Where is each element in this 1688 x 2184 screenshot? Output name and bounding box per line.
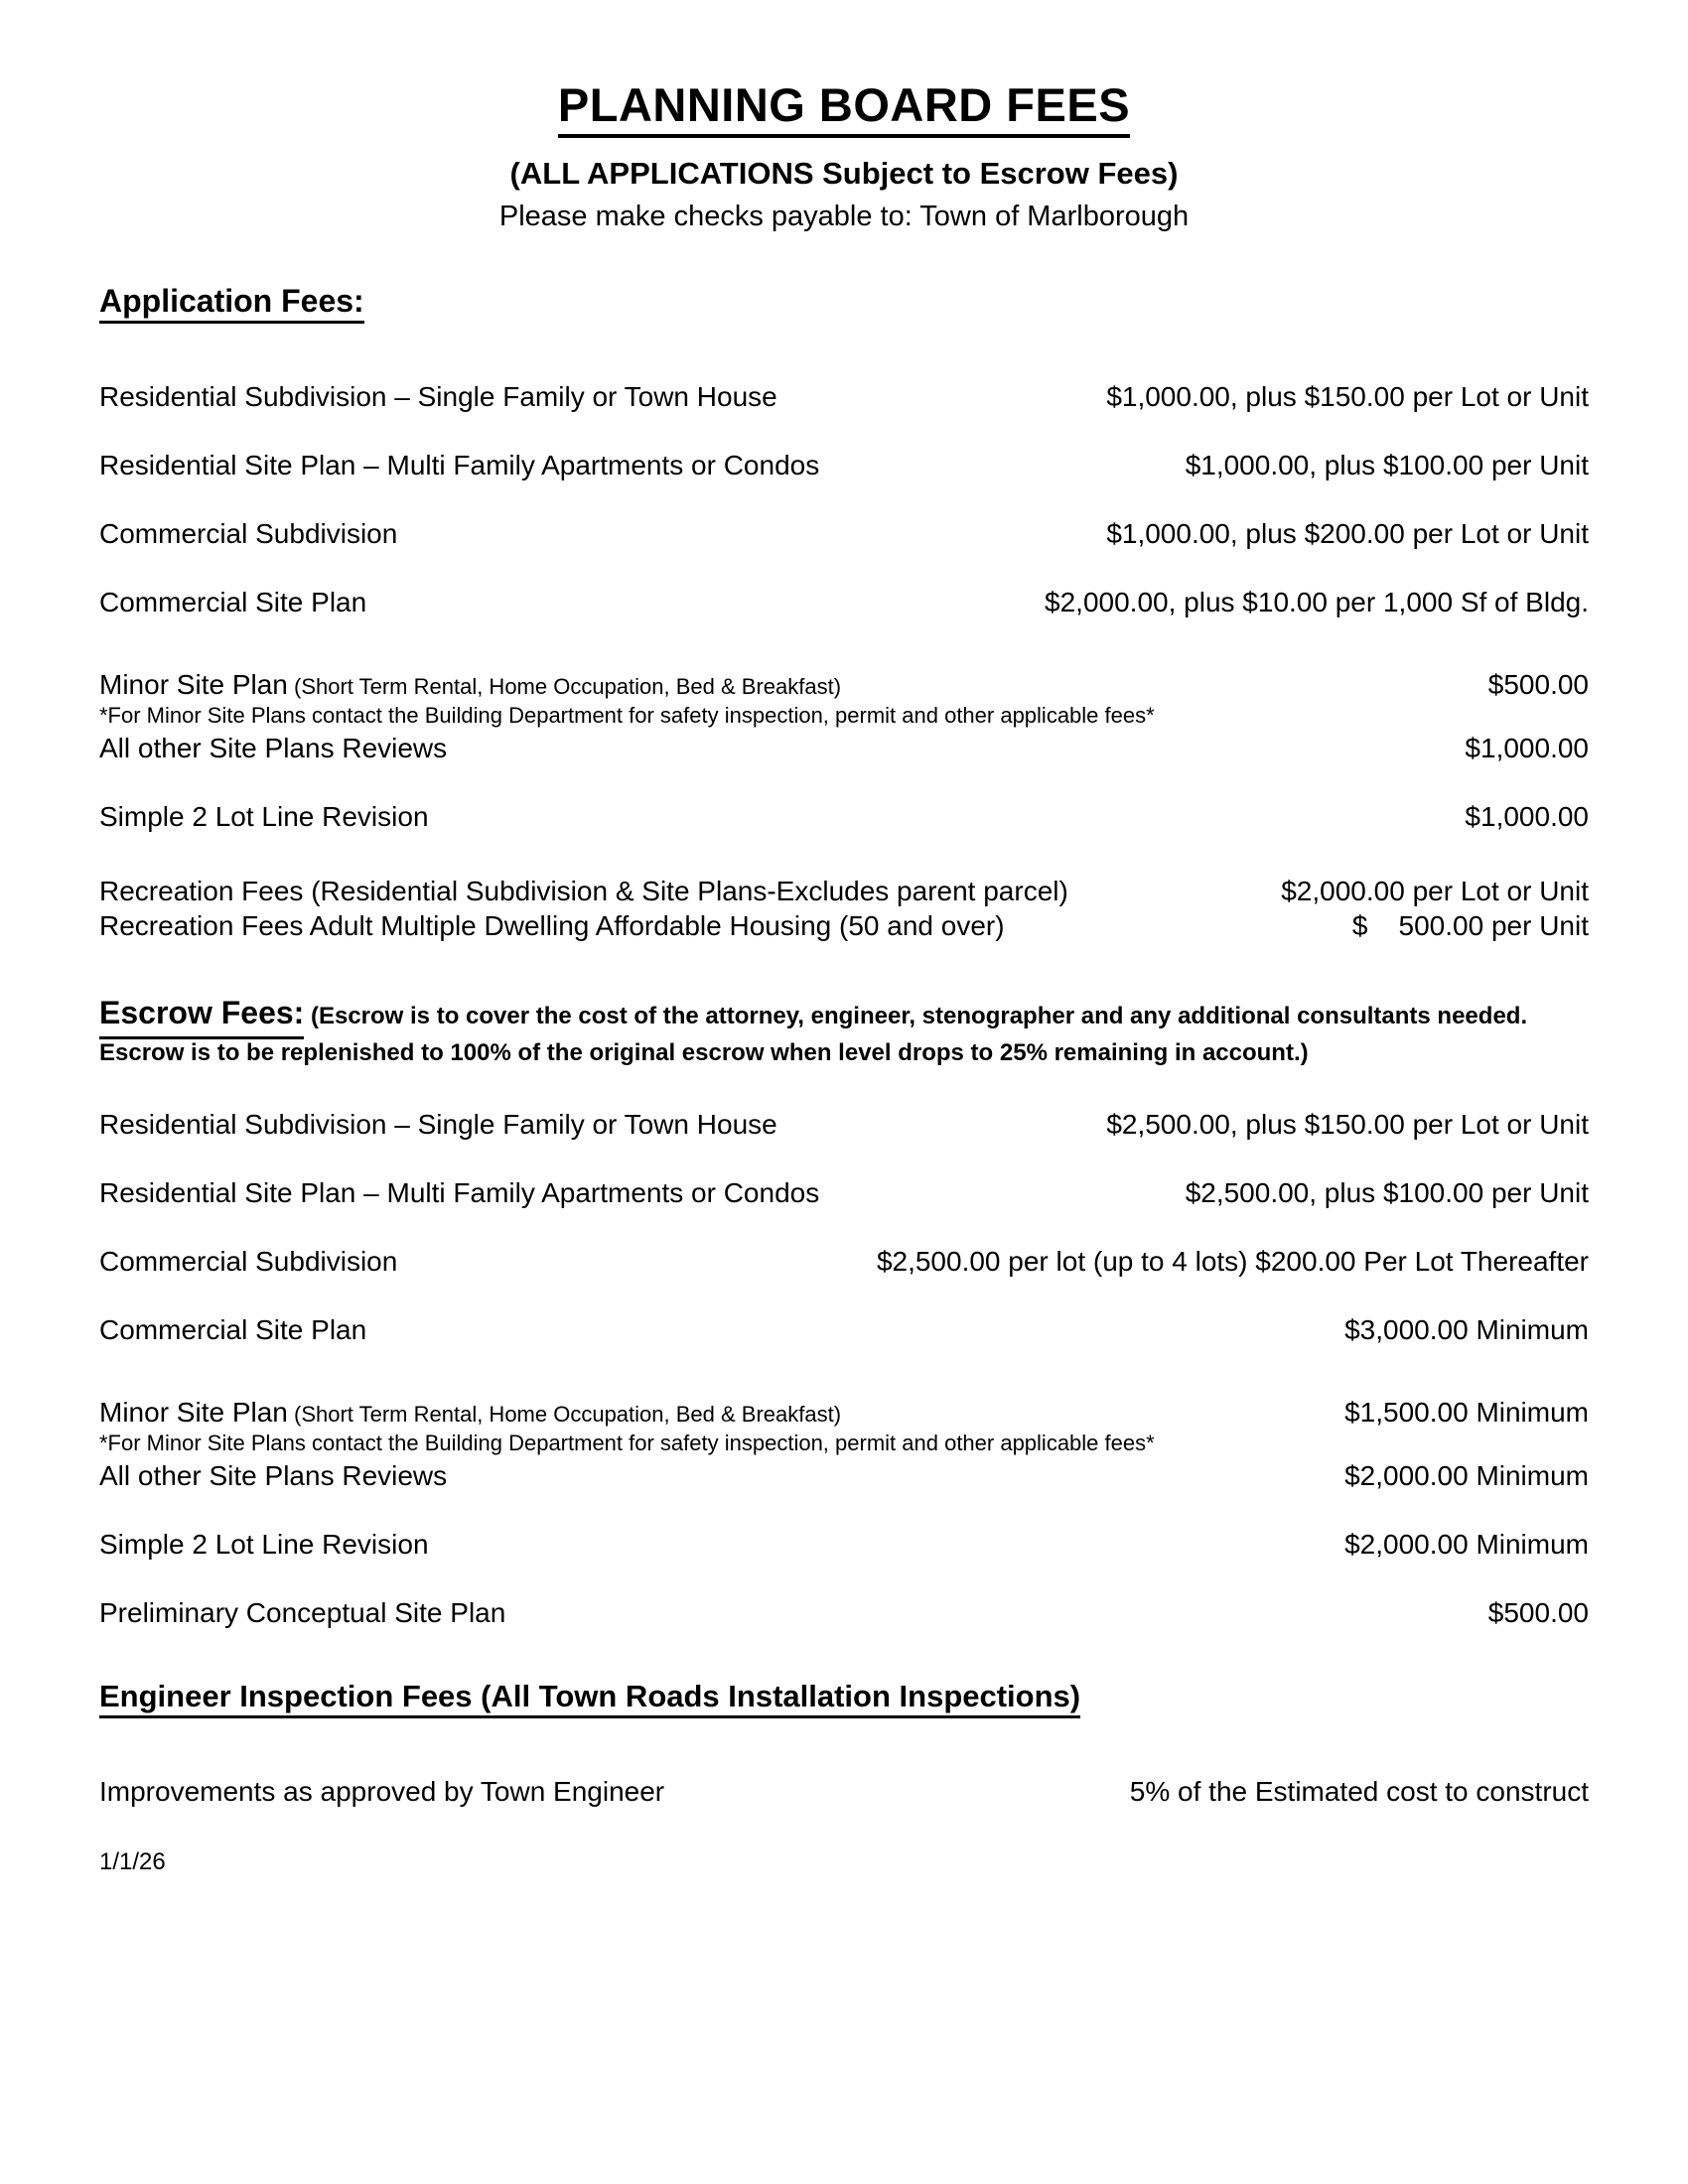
section-heading-application-fees-text: Application Fees: [99, 282, 364, 324]
fee-label: Preliminary Conceptual Site Plan [99, 1596, 506, 1628]
fee-value: $500.00 [1487, 1596, 1589, 1628]
fee-label: All other Site Plans Reviews [99, 1459, 448, 1491]
fee-row [99, 874, 1589, 908]
fee-value: 5% of the Estimated cost to construct [1129, 1775, 1589, 1807]
fee-row [99, 516, 1589, 551]
fee-label: Recreation Fees (Residential Subdivision & Site Plans-Excludes parent parcel) [99, 875, 1068, 906]
fee-label: Simple 2 Lot Line Revision [99, 1528, 429, 1560]
fee-value: $1,000.00 [1465, 800, 1589, 832]
fee-label: Simple 2 Lot Line Revision [99, 800, 429, 832]
fee-row [99, 448, 1589, 482]
fee-value: $2,000.00 Minimum [1344, 1528, 1589, 1560]
fee-label: Commercial Site Plan [99, 587, 367, 618]
fee-label: Residential Subdivision – Single Family or Town House [99, 1109, 777, 1141]
fee-value: $1,500.00 Minimum [1344, 1397, 1589, 1429]
section-heading-escrow-fees-text: Escrow Fees: [99, 991, 304, 1039]
fee-value: $1,000.00, plus $100.00 per Unit [1185, 450, 1589, 481]
fee-label: Improvements as approved by Town Engineer [99, 1775, 665, 1807]
fee-value: $2,000.00 Minimum [1344, 1459, 1589, 1491]
section-heading-escrow-fees [99, 991, 1589, 1039]
fee-value: $1,000.00, plus $150.00 per Lot or Unit [1106, 381, 1589, 413]
fee-label: Residential Site Plan – Multi Family Apartments or Condos [99, 1177, 820, 1209]
fee-value: $ 500.00 per Unit [1351, 909, 1589, 941]
fee-row [99, 1774, 1589, 1809]
fee-label: All other Site Plans Reviews [99, 732, 448, 763]
minor-site-plan-title: Minor Site Plan [99, 1397, 288, 1429]
fee-label [99, 667, 841, 702]
fee-label: Residential Subdivision – Single Family or Town House [99, 381, 777, 413]
fee-label: Commercial Subdivision [99, 1246, 398, 1278]
fee-row [99, 1107, 1589, 1142]
page-subtitle: (ALL APPLICATIONS Subject to Escrow Fees) [509, 155, 1179, 191]
fee-value: $2,500.00 per lot (up to 4 lots) $200.00 Per Lot Thereafter [876, 1246, 1589, 1278]
fee-value: $2,000.00, plus $10.00 per 1,000 Sf of Bldg. [1045, 587, 1589, 618]
fee-row [99, 379, 1589, 414]
fee-row [99, 799, 1589, 834]
fee-row [99, 1244, 1589, 1279]
fee-label: Commercial Site Plan [99, 1314, 367, 1346]
fee-row [99, 585, 1589, 619]
minor-site-plan-detail: (Short Term Rental, Home Occupation, Bed & Breakfast) [287, 1402, 842, 1428]
fee-label [99, 1395, 841, 1430]
fee-row [99, 1175, 1589, 1210]
minor-site-plan-title: Minor Site Plan [99, 669, 288, 701]
fee-label: Commercial Subdivision [99, 518, 398, 550]
fee-row-minor-site-plan [99, 1395, 1589, 1430]
document-body [99, 0, 1589, 1877]
minor-site-plan-detail: (Short Term Rental, Home Occupation, Bed & Breakfast) [287, 674, 842, 700]
footer-date: 1/1/26 [99, 1847, 166, 1875]
fee-value: $2,500.00, plus $150.00 per Lot or Unit [1106, 1109, 1589, 1141]
fee-row [99, 731, 1589, 765]
section-heading-engineer-inspection-fees-text: Engineer Inspection Fees (All Town Roads Installation Inspections) [99, 1678, 1080, 1718]
fee-row [99, 1527, 1589, 1562]
page-title-text: PLANNING BOARD FEES [558, 79, 1130, 138]
fee-row [99, 1595, 1589, 1630]
fee-label: Recreation Fees Adult Multiple Dwelling Affordable Housing (50 and over) [99, 909, 1005, 941]
minor-site-plan-note: *For Minor Site Plans contact the Building Department for safety inspection, permit and other applicable fees* [99, 703, 1155, 729]
page-title [99, 0, 1589, 138]
fee-row-minor-site-plan [99, 667, 1589, 702]
fee-value: $1,000.00, plus $200.00 per Lot or Unit [1106, 518, 1589, 550]
fee-row [99, 1312, 1589, 1347]
fee-row [99, 1458, 1589, 1493]
fee-value: $2,500.00, plus $100.00 per Unit [1185, 1177, 1589, 1209]
fee-value: $3,000.00 Minimum [1344, 1314, 1589, 1346]
fee-value: $2,000.00 per Lot or Unit [1281, 875, 1589, 906]
fee-row [99, 908, 1589, 943]
section-heading-application-fees [99, 282, 1589, 324]
document-header [99, 0, 1589, 234]
fee-label: Residential Site Plan – Multi Family Apartments or Condos [99, 450, 820, 481]
fee-value: $1,000.00 [1465, 732, 1589, 763]
escrow-description-line2: Escrow is to be replenished to 100% of the original escrow when level drops to 25% remaining in account.) [99, 1039, 1309, 1067]
escrow-description-line1: (Escrow is to cover the cost of the attorney, engineer, stenographer and any additional consultants needed. [304, 1002, 1528, 1029]
fee-value: $500.00 [1487, 669, 1589, 701]
payable-note: Please make checks payable to: Town of Marlborough [498, 201, 1190, 233]
minor-site-plan-note: *For Minor Site Plans contact the Building Department for safety inspection, permit and other applicable fees* [99, 1431, 1155, 1456]
section-heading-engineer-inspection-fees [99, 1678, 1589, 1718]
